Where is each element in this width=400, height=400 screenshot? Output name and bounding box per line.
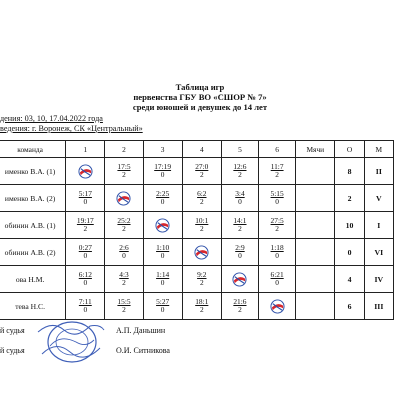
score-cell	[143, 185, 182, 212]
final-place: III	[364, 293, 393, 320]
score-cell	[105, 212, 143, 239]
score: 3:4	[235, 189, 245, 198]
score: 15:5	[117, 297, 131, 306]
header-col-6: 6	[259, 141, 296, 158]
balls-cell	[296, 239, 335, 266]
volleyball-emblem-icon	[232, 272, 247, 287]
team-name: именко В.А. (2)	[0, 185, 66, 212]
score-cell	[221, 158, 258, 185]
score-cell	[221, 239, 258, 266]
diagonal-cell	[182, 239, 221, 266]
volleyball-emblem-icon	[155, 218, 170, 233]
score: 27:5	[270, 216, 284, 225]
score-cell	[182, 212, 221, 239]
diagonal-cell	[105, 185, 143, 212]
total-points: 4	[335, 266, 364, 293]
total-points: 2	[335, 185, 364, 212]
balls-cell	[296, 266, 335, 293]
final-place: II	[364, 158, 393, 185]
balls-cell	[296, 185, 335, 212]
team-name: обинин А.В. (2)	[0, 239, 66, 266]
volleyball-emblem-icon	[194, 245, 209, 260]
final-place: VI	[364, 239, 393, 266]
score: 17:5	[117, 162, 131, 171]
score-cell	[143, 266, 182, 293]
score-cell	[182, 266, 221, 293]
score: 19:17	[76, 216, 94, 225]
header-team: команда	[0, 141, 66, 158]
balls-cell	[296, 158, 335, 185]
score: 1:14	[156, 270, 170, 279]
table-row	[0, 158, 394, 185]
judge-1-name: А.П. Даньшин	[116, 326, 166, 335]
score: 11:7	[270, 162, 284, 171]
score-cell	[143, 158, 182, 185]
points-earned: 0	[160, 278, 165, 287]
dates-line: дения: 03, 10, 17.04.2022 года	[0, 114, 103, 123]
score: 7:11	[78, 297, 92, 306]
points-earned: 2	[122, 170, 126, 179]
doc-title: Таблица игр	[175, 82, 225, 92]
score-cell	[143, 293, 182, 320]
points-earned: 0	[238, 251, 242, 260]
score: 21:6	[233, 297, 247, 306]
score: 1:10	[156, 243, 170, 252]
points-earned: 0	[275, 251, 279, 260]
final-place: IV	[364, 266, 393, 293]
total-points: 8	[335, 158, 364, 185]
volleyball-emblem-icon	[116, 191, 131, 206]
score: 6:21	[270, 270, 284, 279]
score-cell	[143, 239, 182, 266]
doc-subtitle-2: среди юношей и девушек до 14 лет	[132, 102, 268, 112]
points-earned: 2	[275, 224, 279, 233]
total-points: 6	[335, 293, 364, 320]
score: 27:0	[195, 162, 209, 171]
score-cell	[259, 185, 296, 212]
header-points: О	[335, 141, 364, 158]
score: 25:2	[117, 216, 131, 225]
points-earned: 0	[160, 305, 165, 314]
points-earned: 2	[238, 224, 242, 233]
points-earned: 0	[83, 197, 88, 206]
score-cell	[66, 185, 105, 212]
team-name: обинин А.В. (1)	[0, 212, 66, 239]
header-col-2: 2	[105, 141, 143, 158]
diagonal-cell	[66, 158, 105, 185]
points-earned: 0	[83, 278, 88, 287]
score: 1:18	[270, 243, 284, 252]
table-row	[0, 212, 394, 239]
score-cell	[182, 158, 221, 185]
points-earned: 2	[122, 224, 126, 233]
score-cell	[105, 239, 143, 266]
table-header-row	[0, 141, 394, 158]
team-name: именко В.А. (1)	[0, 158, 66, 185]
balls-cell	[296, 212, 335, 239]
table-row	[0, 239, 394, 266]
points-earned: 0	[83, 305, 88, 314]
total-points: 0	[335, 239, 364, 266]
diagonal-cell	[221, 266, 258, 293]
points-earned: 0	[122, 251, 126, 260]
points-earned: 0	[83, 251, 88, 260]
diagonal-cell	[143, 212, 182, 239]
score-cell	[259, 212, 296, 239]
points-earned: 0	[160, 170, 165, 179]
points-earned: 2	[199, 305, 204, 314]
score-cell	[105, 158, 143, 185]
table-row	[0, 185, 394, 212]
points-earned: 2	[199, 170, 204, 179]
points-earned: 0	[160, 197, 165, 206]
doc-subtitle: первенства ГБУ ВО «СШОР № 7»	[133, 92, 267, 102]
team-name: тева Н.С.	[0, 293, 66, 320]
score: 6:12	[78, 270, 92, 279]
points-earned: 2	[238, 170, 242, 179]
signature-stamp-icon	[30, 312, 110, 372]
judge-2-name: О.И. Ситникова	[116, 346, 170, 355]
score-cell	[221, 185, 258, 212]
header-balls: Мячи	[296, 141, 335, 158]
score-cell	[105, 266, 143, 293]
score: 5:15	[270, 189, 284, 198]
score: 4:3	[119, 270, 129, 279]
score: 2:9	[235, 243, 245, 252]
volleyball-emblem-icon	[270, 299, 285, 314]
diagonal-cell	[259, 293, 296, 320]
score-cell	[182, 185, 221, 212]
points-earned: 2	[83, 224, 88, 233]
points-earned: 2	[199, 278, 204, 287]
points-earned: 0	[275, 197, 279, 206]
points-earned: 2	[199, 224, 204, 233]
points-earned: 2	[238, 305, 242, 314]
score: 17:19	[154, 162, 172, 171]
points-earned: 0	[238, 197, 242, 206]
header-col-5: 5	[221, 141, 258, 158]
results-table	[0, 140, 394, 320]
team-name: ова Н.М.	[0, 266, 66, 293]
judge-1-label: й судья	[0, 326, 25, 335]
score-cell	[259, 158, 296, 185]
score: 0:27	[78, 243, 92, 252]
score-cell	[105, 293, 143, 320]
score: 12:6	[233, 162, 247, 171]
points-earned: 2	[199, 197, 204, 206]
table-row	[0, 266, 394, 293]
score: 2:25	[156, 189, 170, 198]
header-col-4: 4	[182, 141, 221, 158]
score-cell	[66, 212, 105, 239]
points-earned: 0	[275, 278, 279, 287]
score: 5:27	[156, 297, 170, 306]
volleyball-emblem-icon	[78, 164, 93, 179]
final-place: V	[364, 185, 393, 212]
judge-2-label: й судья	[0, 346, 25, 355]
score-cell	[259, 266, 296, 293]
score: 14:1	[233, 216, 247, 225]
score: 5:17	[78, 189, 92, 198]
points-earned: 2	[122, 305, 126, 314]
place-line: ведения: г. Воронеж, СК «Центральный»	[0, 124, 143, 133]
header-col-3: 3	[143, 141, 182, 158]
points-earned: 0	[160, 251, 165, 260]
score: 18:1	[195, 297, 209, 306]
final-place: I	[364, 212, 393, 239]
header-col-1: 1	[66, 141, 105, 158]
score-cell	[221, 293, 258, 320]
score-cell	[259, 239, 296, 266]
total-points: 10	[335, 212, 364, 239]
score-cell	[221, 212, 258, 239]
score-cell	[66, 266, 105, 293]
points-earned: 2	[275, 170, 279, 179]
score: 10:1	[195, 216, 209, 225]
score-cell	[182, 293, 221, 320]
score: 9:2	[197, 270, 207, 279]
score: 6:2	[197, 189, 207, 198]
points-earned: 2	[122, 278, 126, 287]
score-cell	[66, 239, 105, 266]
header-place: М	[364, 141, 393, 158]
score: 2:6	[119, 243, 129, 252]
balls-cell	[296, 293, 335, 320]
